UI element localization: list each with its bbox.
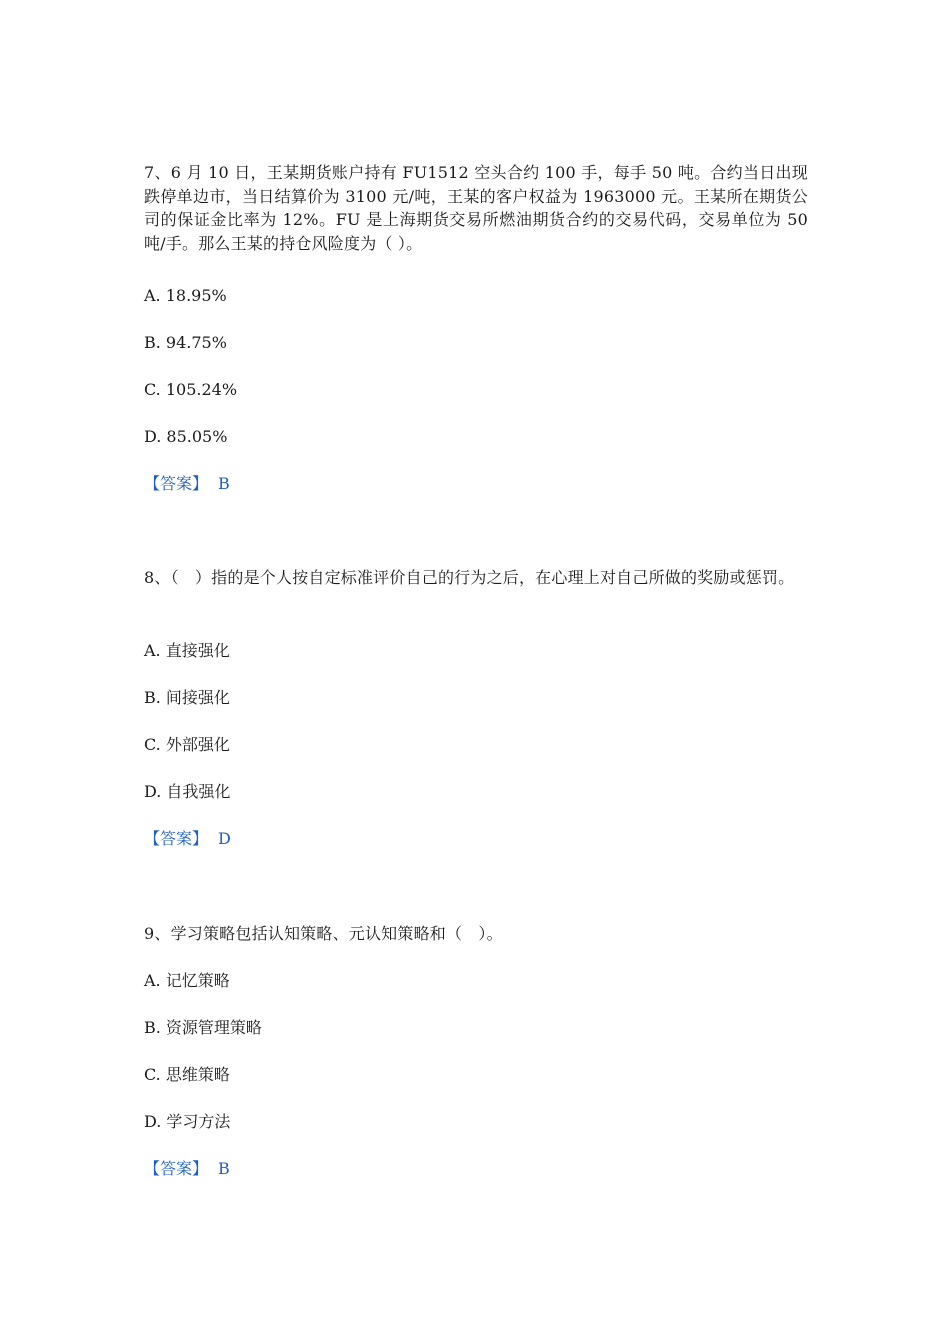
question-8 bbox=[144, 566, 808, 848]
answer-value: B bbox=[218, 474, 230, 493]
option-d: D. 学习方法 bbox=[144, 1112, 231, 1131]
option-a: A. 直接强化 bbox=[144, 641, 230, 660]
option-c: C. 外部强化 bbox=[144, 735, 230, 754]
answer-line bbox=[144, 472, 230, 495]
answer-value: D bbox=[218, 829, 231, 848]
answer-value: B bbox=[218, 1159, 230, 1178]
option-b: B. 资源管理策略 bbox=[144, 1018, 262, 1037]
question-stem: 8、（ ）指的是个人按自定标准评价自己的行为之后，在心理上对自己所做的奖励或惩罚。 bbox=[144, 568, 795, 587]
option-b: B. 94.75% bbox=[144, 333, 227, 352]
option-b: B. 间接强化 bbox=[144, 688, 230, 707]
answer-label: 【答案】 bbox=[144, 474, 209, 493]
answer-line bbox=[144, 827, 231, 850]
question-stem: 9、学习策略包括认知策略、元认知策略和（ ）。 bbox=[144, 924, 503, 943]
option-c: C. 105.24% bbox=[144, 380, 238, 399]
option-c: C. 思维策略 bbox=[144, 1065, 230, 1084]
question-7 bbox=[144, 161, 808, 493]
question-stem: 7、6 月 10 日，王某期货账户持有 FU1512 空头合约 100 手，每手 50 吨。合约当日出现跌停单边市，当日结算价为 3100 元/吨，王某的客户权益为 1963000 元。王某所在期货公司的保证金比率为 12%。FU 是上海期货交易所燃油期货合约的交易代码，交易单位为 50 吨/手。那么王某的持仓风险度为（ ）。 bbox=[144, 163, 808, 253]
option-d: D. 85.05% bbox=[144, 427, 228, 446]
answer-line bbox=[144, 1157, 230, 1180]
question-9 bbox=[144, 922, 808, 1178]
answer-label: 【答案】 bbox=[144, 829, 209, 848]
answer-label: 【答案】 bbox=[144, 1159, 209, 1178]
option-a: A. 记忆策略 bbox=[144, 971, 230, 990]
option-d: D. 自我强化 bbox=[144, 782, 231, 801]
option-a: A. 18.95% bbox=[144, 286, 227, 305]
